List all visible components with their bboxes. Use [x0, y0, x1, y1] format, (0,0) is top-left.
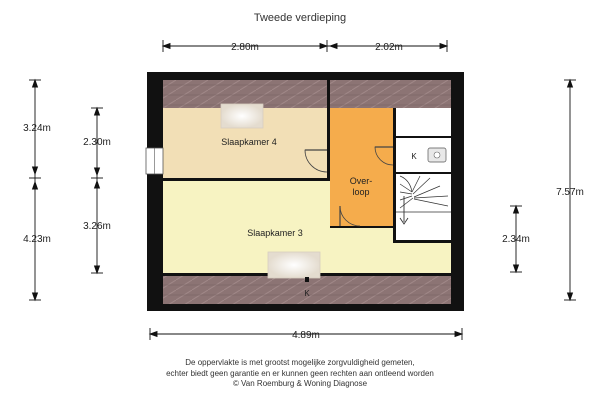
wall-closet-top — [393, 136, 451, 138]
dim-top-left: 2.80m — [231, 42, 259, 53]
wall-stair-bottom — [393, 240, 451, 243]
wall-landing-bottom — [330, 226, 393, 228]
closet-label-top: K — [411, 152, 417, 161]
disclaimer-line1: De oppervlakte is met grootst mogelijke zorgvuldigheid gemeten, — [185, 358, 415, 367]
dim-right-outer: 7.57m — [556, 187, 584, 198]
disclaimer — [0, 358, 600, 390]
dim-left-outer-top: 3.24m — [23, 123, 51, 134]
wall-bedroom4-right — [327, 80, 330, 181]
floor-title: Tweede verdieping — [253, 12, 347, 24]
wall-bedroom4-bottom — [163, 178, 330, 181]
top-right-strip — [396, 108, 451, 136]
wall-closet-bottom — [396, 172, 451, 174]
bedroom4-label: Slaapkamer 4 — [221, 137, 277, 147]
dim-bottom: 4.89m — [292, 330, 320, 341]
landing-label-line2: loop — [352, 187, 370, 197]
skylight-bedroom4 — [221, 104, 263, 128]
disclaimer-line2: echter biedt geen garantie en er kunnen geen rechten aan ontleend worden — [166, 368, 434, 378]
closet-bottom-marker — [305, 277, 309, 282]
disclaimer-line3: © Van Roemburg & Woning Diagnose — [232, 379, 368, 388]
skylight-bedroom3 — [268, 252, 320, 278]
roof-top — [163, 80, 451, 108]
dim-left-inner-top: 2.30m — [83, 137, 111, 148]
dim-top-right: 2.02m — [375, 42, 403, 53]
closet-label-bottom: K — [304, 289, 310, 298]
bedroom3-label: Slaapkamer 3 — [247, 228, 303, 238]
dim-left-inner-bottom: 3.26m — [83, 221, 111, 232]
dim-right-inner: 2.34m — [502, 234, 530, 245]
landing-label-line1: Over- — [349, 176, 373, 186]
sink-icon — [428, 148, 446, 162]
dim-left-outer-bottom: 4.23m — [23, 234, 51, 245]
wall-landing-right — [393, 136, 396, 240]
